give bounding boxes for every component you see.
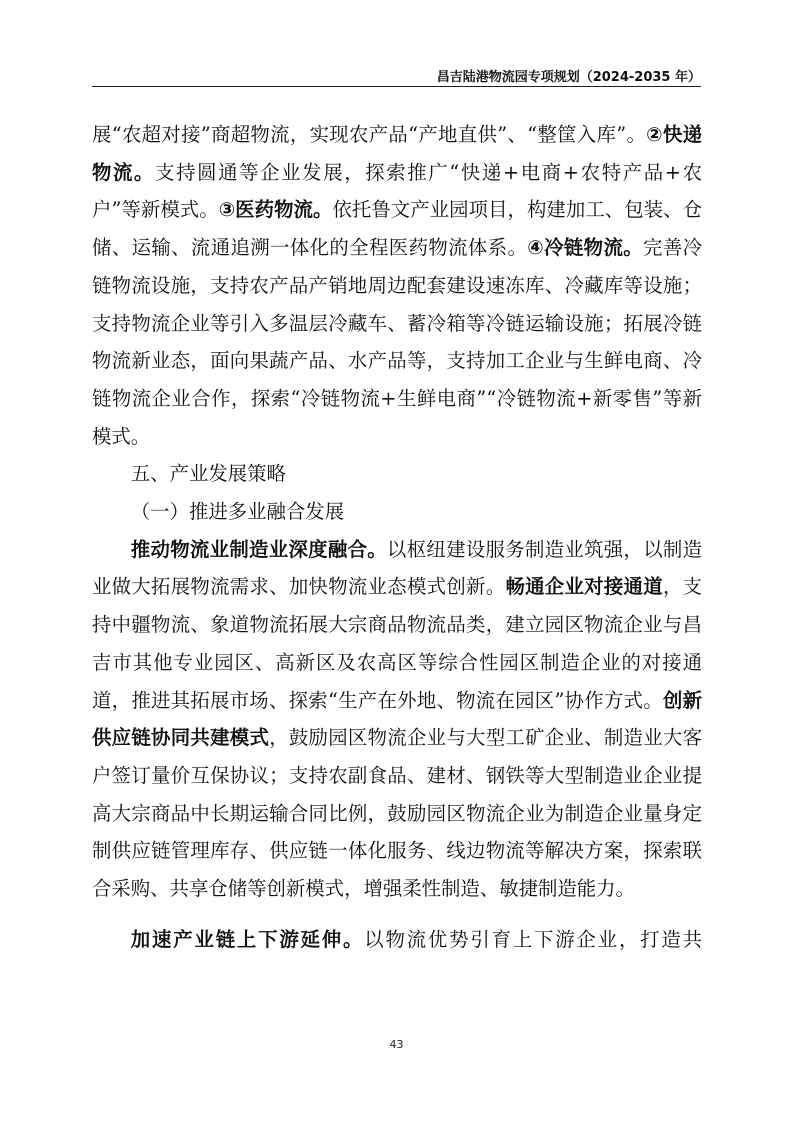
bold-term-chain: 加速产业链上下游延伸。 [130,927,365,951]
bold-term-integration: 推动物流业制造业深度融合。 [130,537,387,561]
paragraph-text: ，支持中疆物流、象道物流拓展大宗商品物流品类，建立园区物流企业与昌吉市其他专业园区、高新区及农高区等综合性园区制造企业的对接通道，推进其拓展市场、探索“生产在外地、物流在园区”协作方式。 [92,575,703,712]
paragraph-text: 以枢纽建设服务制造业筑强，以制造业做大拓展物流需求、加快物流业态模式创新。 [92,537,703,599]
paragraph-industry-chain [92,921,702,959]
bold-term-coldchain: ④冷链物流。 [527,236,644,260]
running-header: 昌吉陆港物流园专项规划（2024-2035 年） [436,70,701,85]
paragraph-logistics-types [92,116,702,455]
page-number: 43 [389,1038,404,1051]
bold-term-docking: 畅通企业对接通道 [505,575,663,599]
paragraph-text: 依托鲁文产业园项目，构建加工、包装、仓储、运输、流通追溯一体化的全程医药物流体系。 [92,198,702,260]
paragraph-text: 展“农超对接”商超物流，实现农产品“产地直供”、“整筐入库”。 [92,123,647,146]
paragraph-text: 完善冷链物流设施，支持农产品产销地周边配套建设速冻库、冷藏库等设施；支持物流企业等引入多温层冷藏车、蓄冷箱等冷链运输设施；拓展冷链物流新业态，面向果蔬产品、水产品等，支持加工企业与生鲜电商、冷链物流企业合作，探索“冷链物流+生鲜电商”“冷链物流+新零售”等新模式。 [92,236,703,448]
bold-term-express: ②快递物流。 [92,123,702,184]
paragraph-manufacturing-integration [92,531,702,908]
paragraph-gap [92,908,702,921]
section-heading: 五、产业发展策略 [130,462,286,486]
document-body [92,116,702,958]
subsection-heading: （一）推进多业融合发展 [130,500,345,524]
bold-term-supply-chain: 创新供应链协同共建模式 [92,688,703,750]
paragraph-text: ，鼓励园区物流企业与大型工矿企业、制造业大客户签订量价互保协议；支持农副食品、建材、钢铁等大型制造业企业提高大宗商品中长期运输合同比例，鼓励园区物流企业为制造企业量身定制供应链管理库存、供应链一体化服务、线边物流等解决方案，探索联合采购、共享仓储等创新模式，增强柔性制造、敏捷制造能力。 [92,726,703,901]
header-rule [92,86,701,87]
paragraph-text: 以物流优势引育上下游企业，打造共 [364,927,703,951]
paragraph-text: 支持圆通等企业发展，探索推广“快递+电商+农特产品+农户”等新模式。 [92,160,703,222]
bold-term-pharma: ③医药物流。 [218,198,333,222]
